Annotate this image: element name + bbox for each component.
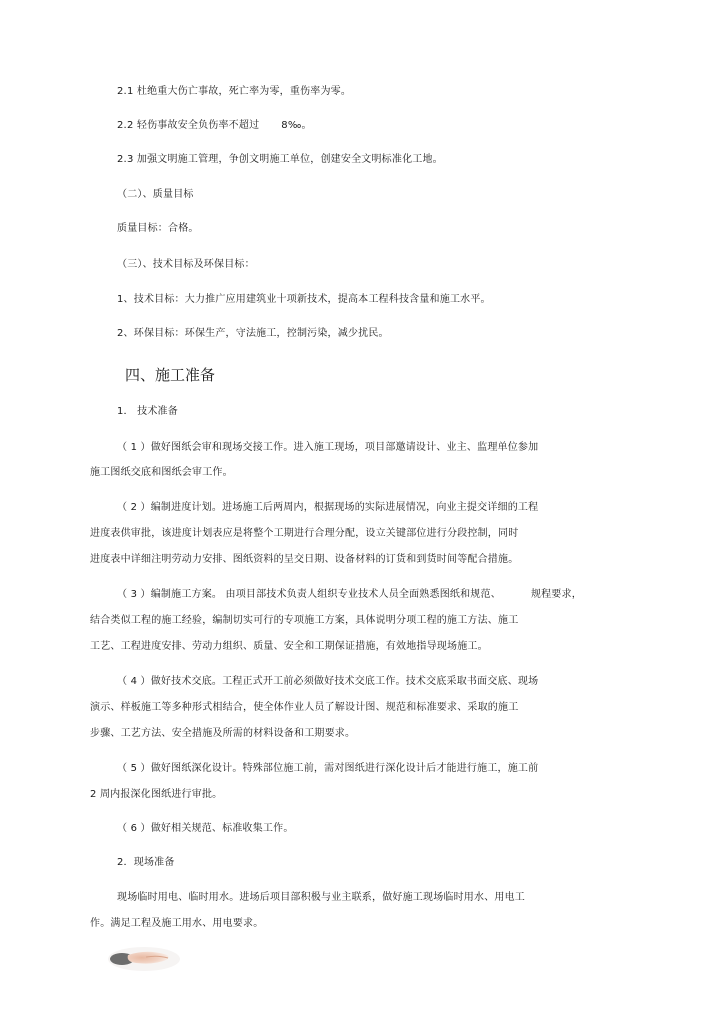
target-item-2-1: 2.1 杜绝重大伤亡事故，死亡率为零，重伤率为零。 xyxy=(117,86,352,97)
target-item-2-2 xyxy=(117,119,312,133)
tech-env-heading: （三）、技术目标及环保目标： xyxy=(117,259,255,270)
paragraph-2-line-3: 进度表中详细注明劳动力安排、图纸资料的呈交日期、设备材料的订货和到货时间等配合措施。 xyxy=(90,554,519,565)
env-target: 2、环保目标：环保生产，守法施工，控制污染，减少扰民。 xyxy=(117,328,389,339)
target-item-2-2-value: 8‰。 xyxy=(281,120,312,131)
paragraph-3-line-1-main: （ 3 ）编制施工方案。 由项目部技术负责人组织专业技术人员全面熟悉图纸和规范、 xyxy=(117,589,501,600)
pointing-hand-icon xyxy=(106,943,182,973)
paragraph-3-line-3: 工艺、工程进度安排、劳动力组织、质量、安全和工期保证措施，有效地指导现场施工。 xyxy=(90,641,488,652)
paragraph-1-line-2: 施工图纸交底和图纸会审工作。 xyxy=(90,467,233,478)
site-prep-heading: 2．现场准备 xyxy=(117,857,175,868)
paragraph-3-line-2: 结合类似工程的施工经验，编制切实可行的专项施工方案，具体说明分项工程的施工方法、施工 xyxy=(90,615,519,626)
paragraph-2-line-1: （ 2 ）编制进度计划。进场施工后两周内，根据现场的实际进展情况，向业主提交详细的工程 xyxy=(117,502,539,513)
paragraph-7-line-1: 现场临时用电、临时用水。进场后项目部积极与业主联系，做好施工现场临时用水、用电工 xyxy=(117,892,525,903)
paragraph-3-line-1 xyxy=(117,588,582,602)
paragraph-4-line-1: （ 4 ）做好技术交底。工程正式开工前必须做好技术交底工作。技术交底采取书面交底、现场 xyxy=(117,676,539,687)
quality-target: 质量目标：合格。 xyxy=(117,223,199,234)
paragraph-7-line-2: 作。满足工程及施工用水、用电要求。 xyxy=(90,918,264,929)
paragraph-3-line-1-tail: 规程要求， xyxy=(530,589,582,600)
paragraph-4-line-2: 演示、样板施工等多种形式相结合，使全体作业人员了解设计图、规范和标准要求、采取的施工 xyxy=(90,702,519,713)
paragraph-2-line-2: 进度表供审批，该进度计划表应是将整个工期进行合理分配，设立关键部位进行分段控制，同时 xyxy=(90,528,519,539)
paragraph-5-line-1: （ 5 ）做好图纸深化设计。特殊部位施工前，需对图纸进行深化设计后才能进行施工，施工前 xyxy=(117,763,539,774)
paragraph-4-line-3: 步骤、工艺方法、安全措施及所需的材料设备和工期要求。 xyxy=(90,728,356,739)
chapter-title: 四、施工准备 xyxy=(125,366,216,384)
paragraph-1-line-1: （ 1 ）做好图纸会审和现场交接工作。进入施工现场，项目部邀请设计、业主、监理单位参加 xyxy=(117,442,539,453)
tech-target: 1、技术目标：大力推广应用建筑业十项新技术，提高本工程科技含量和施工水平。 xyxy=(117,294,491,305)
paragraph-5-line-2: 2 周内报深化图纸进行审批。 xyxy=(90,789,223,800)
target-item-2-3: 2.3 加强文明施工管理，争创文明施工单位，创建安全文明标准化工地。 xyxy=(117,154,443,165)
tech-prep-heading: 1． 技术准备 xyxy=(117,406,178,417)
quality-heading: （二）、质量目标 xyxy=(117,189,194,200)
paragraph-6-line-1: （ 6 ）做好相关规范、标准收集工作。 xyxy=(117,823,294,834)
target-item-2-2-text: 2.2 轻伤事故安全负伤率不超过 xyxy=(117,120,260,131)
